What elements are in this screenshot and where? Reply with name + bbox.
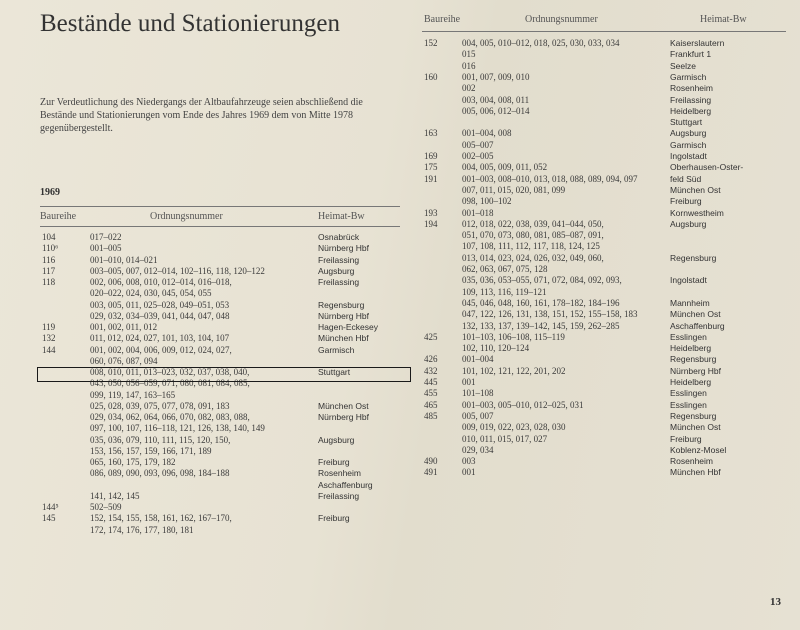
series-cell: 116 xyxy=(42,254,56,265)
numbers-cell: 109, 113, 116, 119–121 xyxy=(462,286,547,297)
home-cell: Kaiserslautern xyxy=(670,38,725,48)
numbers-cell: 008, 010, 011, 013–023, 032, 037, 038, 040, xyxy=(90,367,250,377)
numbers-cell: 016 xyxy=(462,60,476,71)
numbers-cell: 086, 089, 090, 093, 096, 098, 184–188 xyxy=(90,468,230,479)
numbers-cell: 035, 036, 053–055, 071, 072, 084, 092, 093, xyxy=(462,275,622,286)
series-cell: 110⁶ xyxy=(42,243,59,254)
series-cell: 465 xyxy=(424,399,438,410)
numbers-cell: 001–003, 008–010, 013, 018, 088, 089, 094, 097 xyxy=(462,173,638,184)
home-cell: Rosenheim xyxy=(670,456,713,467)
numbers-cell: 004, 005, 010–012, 018, 025, 030, 033, 034 xyxy=(462,38,620,48)
numbers-cell: 003 xyxy=(462,456,476,467)
series-cell: 152 xyxy=(424,38,438,48)
home-cell: Nürnberg Hbf xyxy=(670,365,722,376)
home-cell: Esslingen xyxy=(670,388,707,399)
numbers-cell: 051, 070, 073, 080, 081, 085–087, 091, xyxy=(462,230,604,241)
home-cell: Freilassing xyxy=(670,94,712,105)
series-cell: 144⁵ xyxy=(42,502,59,512)
home-cell: Freilassing xyxy=(318,254,360,265)
numbers-cell: 045, 046, 048, 160, 161, 178–182, 184–196 xyxy=(462,297,620,308)
right-table-header-rule xyxy=(422,31,786,32)
series-cell: 455 xyxy=(424,388,438,399)
home-cell: feld Süd xyxy=(670,173,702,184)
numbers-cell: 012, 018, 022, 038, 039, 041–044, 050, xyxy=(462,218,604,229)
series-cell: 160 xyxy=(424,71,438,82)
left-header-home: Heimat-Bw xyxy=(318,211,365,222)
numbers-cell: 043, 050, 056–059, 071, 080, 081, 084, 085, xyxy=(90,378,250,389)
home-cell: Esslingen xyxy=(670,331,707,342)
home-cell: Augsburg xyxy=(670,218,707,229)
series-cell: 432 xyxy=(424,365,438,376)
numbers-cell: 035, 036, 079, 110, 111, 115, 120, 150, xyxy=(90,434,231,445)
home-cell: München Hbf xyxy=(318,333,369,344)
home-cell: Heidelberg xyxy=(670,105,712,116)
numbers-cell: 047, 122, 126, 131, 138, 151, 152, 155–158, 183 xyxy=(462,309,638,320)
year-heading: 1969 xyxy=(40,187,60,198)
home-cell: Regensburg xyxy=(670,410,717,421)
numbers-cell: 001–018 xyxy=(462,207,494,218)
numbers-cell: 029, 034, 062, 064, 066, 070, 082, 083, 088, xyxy=(90,412,250,422)
right-header-home: Heimat-Bw xyxy=(700,14,747,25)
numbers-cell: 172, 174, 176, 177, 180, 181 xyxy=(90,524,194,535)
numbers-cell: 060, 076, 087, 094 xyxy=(90,355,158,366)
home-cell: Aschaffenburg xyxy=(318,479,373,490)
left-table-header-rule xyxy=(40,226,400,227)
home-cell: Oberhausen-Oster- xyxy=(670,162,744,173)
home-cell: München Hbf xyxy=(670,467,721,478)
numbers-cell: 005, 007 xyxy=(462,410,494,421)
home-cell: Garmisch xyxy=(670,71,707,82)
numbers-cell: 005, 006, 012–014 xyxy=(462,105,530,116)
numbers-cell: 002–005 xyxy=(462,151,494,161)
home-cell: Mannheim xyxy=(670,297,710,308)
home-cell: Freilassing xyxy=(318,490,360,501)
numbers-cell: 102, 110, 120–124 xyxy=(462,343,530,354)
right-header-numbers: Ordnungsnummer xyxy=(525,14,598,25)
numbers-cell: 020–022, 024, 030, 045, 054, 055 xyxy=(90,288,212,299)
numbers-cell: 001 xyxy=(462,377,476,387)
home-cell: Rosenheim xyxy=(670,83,713,94)
left-header-series: Baureihe xyxy=(40,211,77,222)
numbers-cell: 101–103, 106–108, 115–119 xyxy=(462,331,565,342)
numbers-cell: 062, 063, 067, 075, 128 xyxy=(462,264,548,274)
numbers-cell: 001, 007, 009, 010 xyxy=(462,71,530,82)
numbers-cell: 003, 004, 008, 011 xyxy=(462,94,530,105)
numbers-cell: 101, 102, 121, 122, 201, 202 xyxy=(462,365,566,376)
numbers-cell: 009, 019, 022, 023, 028, 030 xyxy=(462,422,566,433)
series-cell: 169 xyxy=(424,151,438,161)
home-cell: München Ost xyxy=(670,184,721,195)
numbers-cell: 005–007 xyxy=(462,139,494,150)
series-cell: 104 xyxy=(42,232,56,242)
numbers-cell: 013, 014, 023, 024, 026, 032, 049, 060, xyxy=(462,252,604,263)
home-cell: Stuttgart xyxy=(670,117,703,128)
series-cell: 426 xyxy=(424,354,438,365)
highlight-box-119 xyxy=(37,367,411,382)
numbers-cell: 015 xyxy=(462,49,476,60)
home-cell: Freilassing xyxy=(318,277,360,287)
numbers-cell: 003, 005, 011, 025–028, 049–051, 053 xyxy=(90,299,230,310)
series-cell: 194 xyxy=(424,218,438,229)
series-cell: 193 xyxy=(424,207,438,218)
numbers-cell: 010, 011, 015, 017, 027 xyxy=(462,433,548,444)
home-cell: Nürnberg Hbf xyxy=(318,243,370,254)
intro-paragraph: Zur Verdeutlichung des Niedergangs der Altbaufahrzeuge seien abschließend die Bestände und Stationierungen vom Ende des Jahres 1969 dem von Mitte 1978 gegenübergestellt. xyxy=(40,97,363,134)
series-cell: 491 xyxy=(424,467,438,478)
home-cell: Regensburg xyxy=(318,299,365,310)
series-cell: 117 xyxy=(42,265,56,276)
page-number: 13 xyxy=(770,596,781,608)
numbers-cell: 007, 011, 015, 020, 081, 099 xyxy=(462,184,566,195)
numbers-cell: 011, 012, 024, 027, 101, 103, 104, 107 xyxy=(90,333,230,344)
numbers-cell: 132, 133, 137, 139–142, 145, 159, 262–285 xyxy=(462,320,620,331)
home-cell: Ingolstadt xyxy=(670,275,707,286)
numbers-cell: 001–004 xyxy=(462,354,494,365)
home-cell: Nürnberg Hbf xyxy=(318,412,370,422)
numbers-cell: 025, 028, 039, 075, 077, 078, 091, 183 xyxy=(90,400,230,411)
home-cell: Stuttgart xyxy=(318,367,351,377)
home-cell: Koblenz-Mosel xyxy=(670,444,727,455)
home-cell: Ingolstadt xyxy=(670,151,707,161)
series-cell: 490 xyxy=(424,456,438,467)
numbers-cell: 153, 156, 157, 159, 166, 171, 189 xyxy=(90,445,212,456)
home-cell: München Ost xyxy=(670,422,721,433)
series-cell: 132 xyxy=(42,333,56,344)
numbers-cell: 002, 006, 008, 010, 012–014, 016–018, xyxy=(90,277,232,287)
home-cell: Seelze xyxy=(670,60,696,71)
left-table-top-rule xyxy=(40,206,400,207)
home-cell: Freiburg xyxy=(670,433,702,444)
home-cell: Heidelberg xyxy=(670,377,712,387)
series-cell: 425 xyxy=(424,331,438,342)
home-cell: Kornwestheim xyxy=(670,207,724,218)
numbers-cell: 097, 100, 107, 116–118, 121, 126, 138, 140, 149 xyxy=(90,423,265,434)
home-cell: München Ost xyxy=(318,400,369,411)
home-cell: Frankfurt 1 xyxy=(670,49,712,60)
numbers-cell: 065, 160, 175, 179, 182 xyxy=(90,457,176,467)
home-cell: Regensburg xyxy=(670,354,717,365)
home-cell: Freiburg xyxy=(670,196,702,207)
numbers-cell: 029, 034 xyxy=(462,444,494,455)
numbers-cell: 003–005, 007, 012–014, 102–116, 118, 120–122 xyxy=(90,265,265,276)
numbers-cell: 099, 119, 147, 163–165 xyxy=(90,389,176,400)
right-header-series: Baureihe xyxy=(424,14,461,25)
numbers-cell: 152, 154, 155, 158, 161, 162, 167–170, xyxy=(90,513,232,524)
numbers-cell: 001–004, 008 xyxy=(462,128,512,139)
home-cell: München Ost xyxy=(670,309,721,320)
home-cell: Aschaffenburg xyxy=(670,320,725,331)
numbers-cell: 107, 108, 111, 112, 117, 118, 124, 125 xyxy=(462,241,600,252)
home-cell: Regensburg xyxy=(670,252,717,263)
numbers-cell: 001–005 xyxy=(90,243,122,254)
home-cell: Rosenheim xyxy=(318,468,361,479)
numbers-cell: 001–010, 014–021 xyxy=(90,254,158,265)
home-cell: Heidelberg xyxy=(670,343,712,354)
home-cell: Esslingen xyxy=(670,399,707,410)
home-cell: Garmisch xyxy=(318,344,355,355)
numbers-cell: 141, 142, 145 xyxy=(90,490,140,501)
numbers-cell: 101–108 xyxy=(462,388,494,399)
series-cell: 145 xyxy=(42,513,56,524)
series-cell: 144 xyxy=(42,344,56,355)
numbers-cell: 001–003, 005–010, 012–025, 031 xyxy=(462,399,584,410)
numbers-cell: 502–509 xyxy=(90,502,122,512)
numbers-cell: 001, 002, 004, 006, 009, 012, 024, 027, xyxy=(90,344,232,355)
series-cell: 485 xyxy=(424,410,438,421)
home-cell: Augsburg xyxy=(318,434,355,445)
numbers-cell: 029, 032, 034–039, 041, 044, 047, 048 xyxy=(90,310,230,321)
numbers-cell: 017–022 xyxy=(90,232,122,242)
page-title: Bestände und Stationierungen xyxy=(40,10,340,37)
home-cell: Augsburg xyxy=(318,265,355,276)
numbers-cell: 001, 002, 011, 012 xyxy=(90,322,158,332)
home-cell: Augsburg xyxy=(670,128,707,139)
home-cell: Nürnberg Hbf xyxy=(318,310,370,321)
numbers-cell: 002 xyxy=(462,83,476,94)
series-cell: 118 xyxy=(42,277,56,287)
series-cell: 119 xyxy=(42,322,56,332)
home-cell: Hagen-Eckesey xyxy=(318,322,379,332)
numbers-cell: 001 xyxy=(462,467,476,478)
home-cell: Osnabrück xyxy=(318,232,360,242)
series-cell: 445 xyxy=(424,377,438,387)
numbers-cell: 004, 005, 009, 011, 052 xyxy=(462,162,548,173)
left-header-numbers: Ordnungsnummer xyxy=(150,211,223,222)
home-cell: Garmisch xyxy=(670,139,707,150)
series-cell: 191 xyxy=(424,173,438,184)
numbers-cell: 098, 100–102 xyxy=(462,196,512,207)
series-cell: 175 xyxy=(424,162,438,173)
home-cell: Freiburg xyxy=(318,513,350,524)
home-cell: Freiburg xyxy=(318,457,350,467)
series-cell: 163 xyxy=(424,128,438,139)
